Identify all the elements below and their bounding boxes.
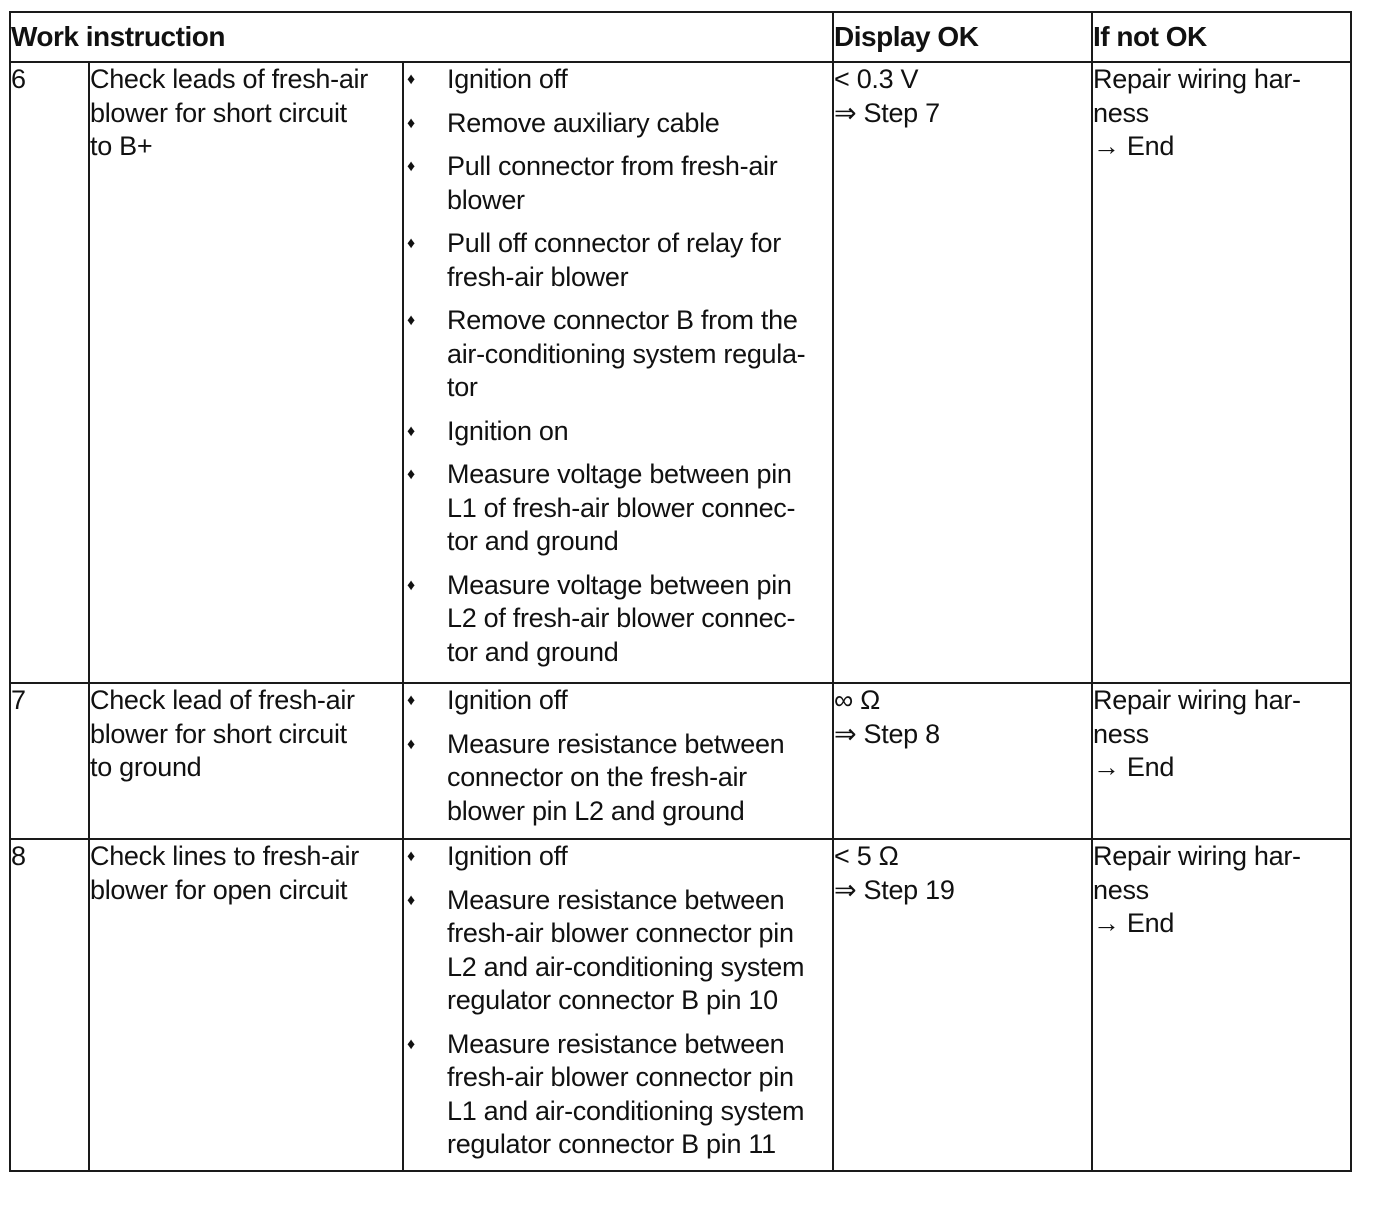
text-line: → End	[1093, 752, 1175, 782]
instruction-text	[447, 227, 832, 294]
list-item	[404, 728, 832, 829]
diamond-bullet-icon: ♦	[407, 576, 415, 594]
text-line: Check lead of fresh-air	[90, 685, 355, 715]
text-line: ness	[1093, 97, 1149, 128]
header-if-not-ok: If not OK	[1092, 12, 1351, 62]
header-row	[10, 12, 1351, 62]
text-line: tor	[447, 372, 478, 402]
list-item	[404, 150, 832, 217]
text-line: ∞ Ω	[834, 685, 881, 715]
text-line: Repair wiring har-	[1093, 841, 1301, 871]
step-instructions	[403, 839, 833, 1171]
text-line: blower for open circuit	[90, 874, 348, 905]
text-line: < 0.3 V	[834, 64, 919, 94]
diamond-bullet-icon: ♦	[407, 71, 415, 88]
header-work-instruction: Work instruction	[10, 12, 833, 62]
list-item	[404, 458, 832, 559]
text-line: L2 of fresh-air blower connec-	[447, 603, 796, 633]
instruction-text	[447, 569, 832, 670]
text-line: fresh-air blower	[447, 261, 629, 292]
step-title	[89, 62, 403, 683]
list-item	[404, 63, 832, 97]
step-number: 6	[10, 62, 89, 683]
text-line: regulator connector B pin 10	[447, 985, 778, 1015]
step-number: 8	[10, 839, 89, 1171]
text-line: Pull off connector of relay for	[447, 228, 781, 258]
text-line: ness	[1093, 874, 1149, 905]
instruction-text	[447, 840, 832, 874]
instruction-text	[447, 150, 832, 217]
list-item	[404, 415, 832, 449]
text-line: → End	[1093, 908, 1175, 938]
text-line: blower for short circuit	[90, 718, 347, 749]
text-line: < 5 Ω	[834, 841, 899, 871]
diamond-bullet-icon: ♦	[407, 235, 415, 252]
list-item	[404, 884, 832, 1018]
diamond-bullet-icon: ♦	[407, 1035, 415, 1053]
list-item	[404, 1028, 832, 1162]
step-title	[89, 683, 403, 839]
text-line: to ground	[90, 752, 202, 782]
text-line: air-conditioning system regula-	[447, 338, 806, 369]
instruction-text	[447, 107, 832, 141]
text-line: ⇒ Step 19	[834, 874, 955, 905]
text-line: Ignition off	[447, 685, 568, 715]
text-line: Measure resistance between	[447, 728, 785, 759]
table-row	[10, 839, 1351, 1171]
instruction-text	[447, 884, 832, 1018]
instruction-list	[404, 63, 832, 669]
text-line: tor and ground	[447, 526, 619, 556]
if-not-ok-action	[1092, 839, 1351, 1171]
instruction-text	[447, 1028, 832, 1162]
work-instruction-table	[9, 11, 1352, 1172]
step-instructions	[403, 62, 833, 683]
text-line: Measure resistance between	[447, 884, 785, 915]
diamond-bullet-icon: ♦	[407, 312, 415, 329]
text-line: Measure voltage between pin	[447, 569, 792, 600]
diamond-bullet-icon: ♦	[407, 735, 415, 753]
diamond-bullet-icon: ♦	[407, 422, 415, 440]
instruction-text	[447, 304, 832, 405]
if-not-ok-action	[1092, 62, 1351, 683]
text-line: fresh-air blower connector pin	[447, 1062, 794, 1092]
text-line: ness	[1093, 718, 1149, 749]
instruction-text	[447, 458, 832, 559]
instruction-text	[447, 63, 832, 97]
diamond-bullet-icon: ♦	[407, 848, 415, 865]
list-item	[404, 227, 832, 294]
text-line: Remove connector B from the	[447, 305, 798, 335]
text-line: Measure voltage between pin	[447, 459, 792, 489]
text-line: Remove auxiliary cable	[447, 107, 720, 138]
text-line: Ignition off	[447, 841, 568, 871]
text-line: to B+	[90, 131, 153, 161]
instruction-text	[447, 728, 832, 829]
text-line: blower	[447, 184, 525, 215]
list-item	[404, 569, 832, 670]
if-not-ok-action	[1092, 683, 1351, 839]
text-line: → End	[1093, 131, 1175, 161]
text-line: tor and ground	[447, 636, 619, 667]
table-row	[10, 683, 1351, 839]
text-line: Repair wiring har-	[1093, 685, 1301, 715]
header-display-ok: Display OK	[833, 12, 1092, 62]
diamond-bullet-icon: ♦	[407, 891, 415, 909]
diamond-bullet-icon: ♦	[407, 158, 415, 175]
list-item	[404, 840, 832, 874]
text-line: Measure resistance between	[447, 1028, 785, 1059]
text-line: L1 and air-conditioning system	[447, 1095, 805, 1126]
display-ok-value	[833, 683, 1092, 839]
text-line: Check lines to fresh-air	[90, 841, 359, 871]
text-line: L1 of fresh-air blower connec-	[447, 492, 796, 523]
text-line: fresh-air blower connector pin	[447, 918, 794, 948]
display-ok-value	[833, 62, 1092, 683]
text-line: ⇒ Step 8	[834, 718, 940, 749]
text-line: Ignition on	[447, 415, 569, 446]
diamond-bullet-icon: ♦	[407, 466, 415, 483]
text-line: regulator connector B pin 11	[447, 1129, 776, 1159]
instruction-list	[404, 840, 832, 1162]
text-line: Pull connector from fresh-air	[447, 151, 778, 181]
text-line: Ignition off	[447, 64, 568, 94]
text-line: blower pin L2 and ground	[447, 795, 745, 826]
step-instructions	[403, 683, 833, 839]
list-item	[404, 304, 832, 405]
table-row	[10, 62, 1351, 683]
step-title	[89, 839, 403, 1171]
diamond-bullet-icon: ♦	[407, 114, 415, 132]
instruction-text	[447, 415, 832, 449]
list-item	[404, 684, 832, 718]
diamond-bullet-icon: ♦	[407, 692, 415, 709]
text-line: L2 and air-conditioning system	[447, 951, 805, 982]
text-line: ⇒ Step 7	[834, 97, 940, 128]
step-number: 7	[10, 683, 89, 839]
text-line: Repair wiring har-	[1093, 64, 1301, 94]
text-line: Check leads of fresh-air	[90, 64, 368, 94]
display-ok-value	[833, 839, 1092, 1171]
instruction-text	[447, 684, 832, 718]
text-line: blower for short circuit	[90, 97, 347, 128]
list-item	[404, 107, 832, 141]
instruction-list	[404, 684, 832, 828]
text-line: connector on the fresh-air	[447, 762, 747, 792]
